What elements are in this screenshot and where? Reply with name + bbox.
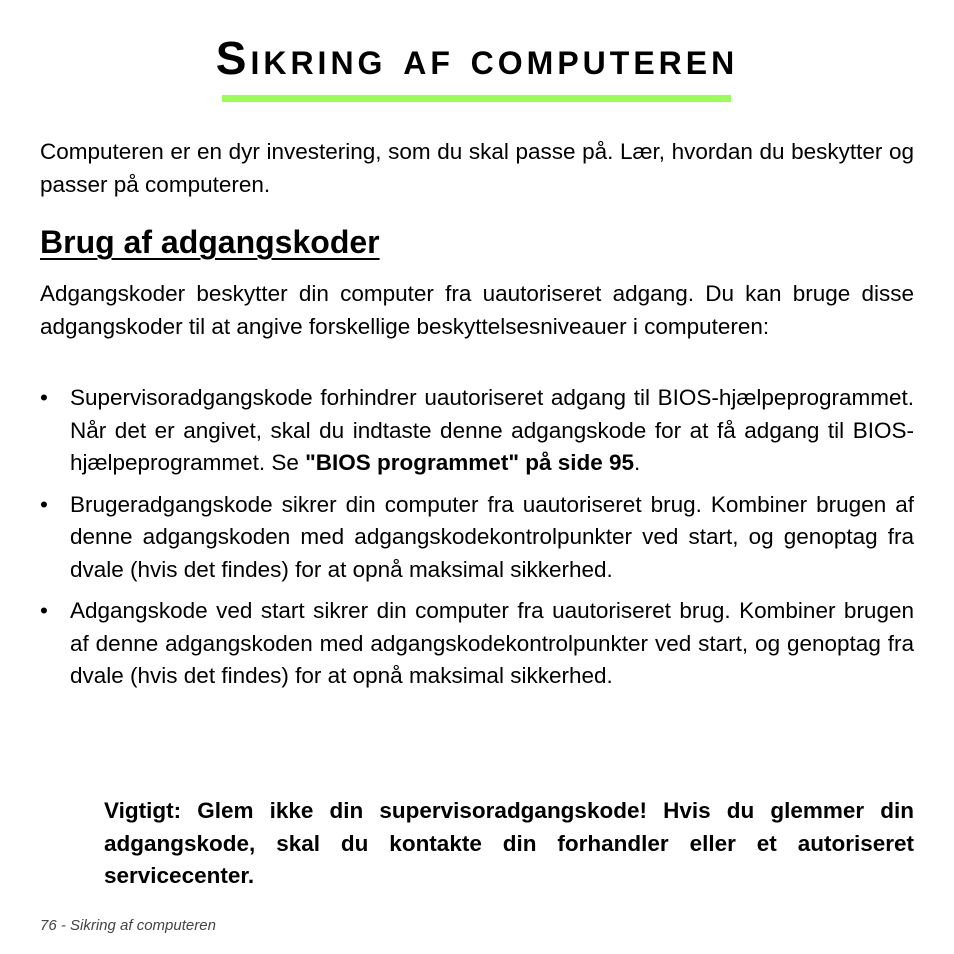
- list-item-text: [70, 382, 914, 480]
- bullet-text-end: .: [634, 450, 641, 475]
- password-types-list: [40, 382, 914, 702]
- section-heading: Brug af adgangskoder: [40, 224, 380, 260]
- bullet-marker: •: [40, 385, 48, 410]
- page-footer: 76 - Sikring af computeren: [40, 917, 216, 934]
- title-underline-rule: [222, 95, 731, 102]
- bios-cross-reference-link[interactable]: "BIOS programmet" på side 95: [305, 450, 635, 475]
- page-title: Sikring af computeren: [215, 32, 739, 84]
- bullet-marker: •: [40, 491, 48, 517]
- bullet-text-main: Supervisoradgangskode forhindrer uautoriseret adgang til BIOS-hjælpeprogrammet. Når det er angivet, skal du indtaste denne adgangskode for at få adgang til BIOS-hjælpeprogrammet. Se: [70, 385, 914, 475]
- bullet-marker: •: [40, 598, 48, 623]
- list-item-text: Brugeradgangskode sikrer din computer fra uautoriseret brug. Kombiner brugen af denne adgangskoden med adgangskodekontrolpunkter ved start, og genoptag fra dvale (hvis det findes) for at opnå maksimal sikkerhed.: [70, 491, 914, 582]
- title-rule-bar: [222, 95, 731, 102]
- important-note: Vigtigt: Glem ikke din supervisoradgangskode! Hvis du glemmer din adgangskode, skal du kontakte din forhandler eller et autoriseret servicecenter.: [104, 798, 914, 888]
- list-item: [40, 595, 914, 693]
- list-item: [40, 489, 914, 587]
- list-item: [40, 382, 914, 480]
- list-item-text: Adgangskode ved start sikrer din computer fra uautoriseret brug. Kombiner brugen af denne adgangskoden med adgangskodekontrolpunkter ved start, og genoptag fra dvale (hvis det findes) for at opnå maksimal sikkerhed.: [70, 598, 914, 688]
- intro-paragraph: Computeren er en dyr investering, som du skal passe på. Lær, hvordan du beskytter og passer på computeren.: [40, 139, 914, 197]
- section-body: Adgangskoder beskytter din computer fra uautoriseret adgang. Du kan bruge disse adgangskoder til at angive forskellige beskyttelsesniveauer i computeren:: [40, 281, 914, 339]
